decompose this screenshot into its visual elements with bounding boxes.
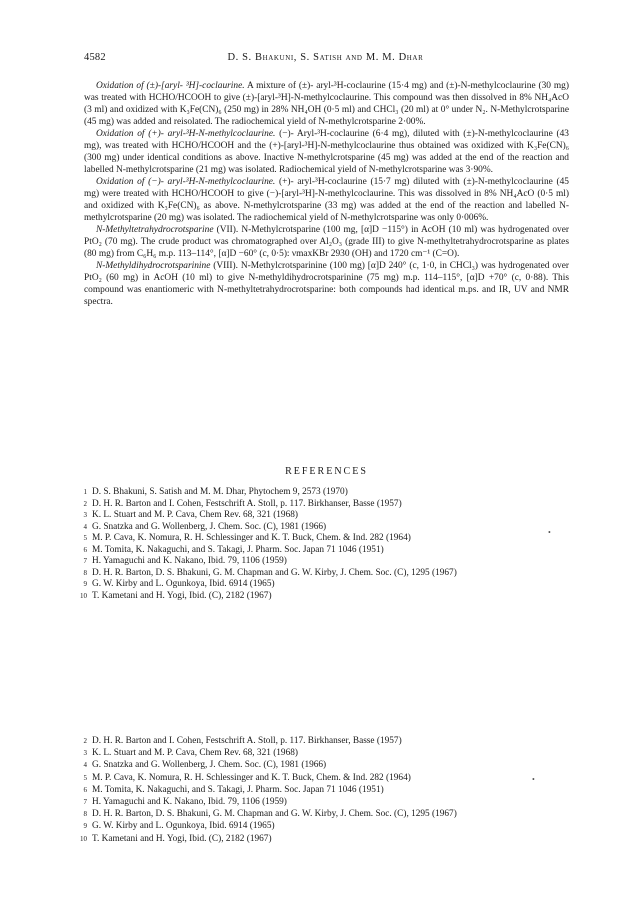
reference-text: G. W. Kirby and L. Ogunkoya, Ibid. 6914 (1965) [92,579,275,589]
reference-number: 1 [83,488,87,496]
reference-item [74,487,569,499]
paragraph-lead: Oxidation of (±)-[aryl- ³H]-coclaurine. [96,81,245,91]
reference-text: K. L. Stuart and M. P. Cava, Chem Rev. 68, 321 (1968) [92,510,298,520]
reference-item [74,747,569,759]
references-list [74,487,569,602]
reference-text: M. P. Cava, K. Nomura, R. H. Schlessinger and K. T. Buck, Chem. & Ind. 282 (1964) [92,533,411,543]
reference-item [74,556,569,568]
reference-text: G. Snatzka and G. Wollenberg, J. Chem. Soc. (C), 1981 (1966) [92,521,327,532]
reference-text: D. H. R. Barton and I. Cohen, Festschrift A. Stoll, p. 117. Birkhanser, Basse (1957) [92,736,402,746]
reference-number: 9 [83,580,87,588]
reference-number: 6 [83,785,87,794]
paragraph-oxidation-plus [84,128,569,176]
paragraph-text: (VII). N-Methylcrotsparine (100 mg, [α]D −115°) in AcOH (10 ml) was hydrogenated over PtO₂ (70 mg). The crude product was chromatographed over Al₂O₃ (grade III) to give N-methyltetrahydrocrotsparine as plates (80 mg) from C₆H₆ m.p. 113–114°, [α]D −60° (c, 0·5): νmaxKBr 2930 (OH) and 1720 cm⁻¹ (C=O). [84,225,569,259]
stray-dot-mark: • [548,528,551,537]
paragraph-lead: N-Methyldihydrocrotsparinine [96,261,211,271]
references-heading: REFERENCES [285,466,368,477]
reference-text: G. Snatzka and G. Wollenberg, J. Chem. Soc. (C), 1981 (1966) [92,760,327,771]
reference-number: 6 [83,545,87,554]
reference-number: 5 [83,534,87,542]
paragraph-text: (VIII). N-Methylcrotsparinine (100 mg) [α]D 240° (c, 1·0, in CHCl₃) was hydrogenated over PtO₂ (60 mg) in AcOH (10 ml) to give N-methyldihydrocrotsparinine (75 mg) m.p. 114–115°, [α]D +70° (c, 0·88). This compound was enantiomeric with N-methyltetrahydrocrotsparine: both compounds had identical m.ps. and IR, UV and NMR spectra. [84,261,569,307]
reference-number: 8 [83,810,87,819]
paragraph-tetrahydrocrotsparine [84,224,569,260]
reference-item [74,545,569,557]
reference-number: 10 [80,591,87,600]
reference-number: 5 [83,773,87,782]
reference-number: 4 [83,522,87,531]
reference-number: 8 [83,568,87,577]
reference-text: H. Yamaguchi and K. Nakano, Ibid. 79, 1106 (1959) [92,797,287,808]
reference-item [74,591,569,603]
running-title: D. S. Bhakuni, S. Satish and M. M. Dhar [227,52,424,63]
reference-text: M. Tomita, K. Nakaguchi, and S. Takagi, J. Pharm. Soc. Japan 71 1046 (1951) [92,784,384,795]
reference-item [74,579,569,591]
stray-dot-mark: • [532,775,535,784]
reference-item [74,522,569,534]
reference-item [74,833,569,845]
reference-number: 10 [80,834,87,843]
reference-item [74,533,569,545]
paragraph-dihydrocrotsparinine [84,260,569,308]
reference-text: G. W. Kirby and L. Ogunkoya, Ibid. 6914 (1965) [92,821,275,832]
references-list-duplicate [74,735,569,845]
reference-item [74,510,569,522]
paragraph-lead: N-Methyltetrahydrocrotsparine [96,225,214,235]
reference-text: H. Yamaguchi and K. Nakano, Ibid. 79, 1106 (1959) [92,556,287,566]
reference-number: 4 [83,761,87,770]
reference-text: D. H. R. Barton, D. S. Bhakuni, G. M. Chapman and G. W. Kirby, J. Chem. Soc. (C), 1295 (1967) [92,567,457,578]
reference-number: 3 [83,749,87,758]
paragraph-oxidation-racemic [84,80,569,128]
reference-text: D. S. Bhakuni, S. Satish and M. M. Dhar, Phytochem 9, 2573 (1970) [92,487,348,497]
page-header [84,52,569,63]
reference-text: T. Kametani and H. Yogi, Ibid. (C), 2182 (1967) [92,590,272,601]
reference-item [74,784,569,796]
experimental-section [84,80,569,308]
reference-text: M. P. Cava, K. Nomura, R. H. Schlessinger and K. T. Buck, Chem. & Ind. 282 (1964) [92,772,411,783]
reference-text: D. H. R. Barton and I. Cohen, Festschrift A. Stoll, p. 117. Birkhanser, Basse (1957) [92,498,402,509]
reference-item [74,499,569,511]
reference-text: M. Tomita, K. Nakaguchi, and S. Takagi, J. Pharm. Soc. Japan 71 1046 (1951) [92,544,384,555]
paragraph-lead: Oxidation of (+)- aryl-³H-N-methylcoclaurine. [96,129,276,139]
reference-number: 9 [83,822,87,831]
reference-item [74,772,569,784]
reference-number: 3 [83,511,87,519]
reference-number: 7 [83,557,87,565]
paragraph-oxidation-minus [84,176,569,224]
reference-item [74,735,569,747]
reference-item [74,759,569,771]
paragraph-text: (+)- aryl-³H-coclaurine (15·7 mg) diluted with (±)-N-methylcoclaurine (45 mg) were treated with HCHO/HCOOH to give (−)-[aryl-³H]-N-methylcoclaurine. This was dissolved in 8% NH₄AcO (0·5 ml) and oxidized with K₃Fe(CN)₆ as above. N-methylcrotsparine (33 mg) was added at the end of the reaction and labelled N-methylcrotsparine (20 mg) was isolated. The radiochemical yield of N-methylcrotsparine was only 0·006%. [84,177,569,223]
reference-item [74,796,569,808]
reference-number: 2 [83,499,87,508]
page-number: 4582 [84,52,106,63]
reference-number: 2 [83,737,87,745]
reference-item [74,820,569,832]
reference-item [74,808,569,820]
paragraph-lead: Oxidation of (−)- aryl-³H-N-methylcoclaurine. [96,177,276,187]
reference-text: D. H. R. Barton, D. S. Bhakuni, G. M. Chapman and G. W. Kirby, J. Chem. Soc. (C), 1295 (1967) [92,809,457,820]
reference-text: T. Kametani and H. Yogi, Ibid. (C), 2182 (1967) [92,833,272,844]
reference-number: 7 [83,798,87,807]
reference-text: K. L. Stuart and M. P. Cava, Chem Rev. 68, 321 (1968) [92,748,298,759]
paragraph-text: (−)- Aryl-³H-coclaurine (6·4 mg), diluted with (±)-N-methylcoclaurine (43 mg), was treated with HCHO/HCOOH and the (+)-[aryl-³H]-N-methylcoclaurine thus obtained was oxidized with K₃Fe(CN)₆ (300 mg) under identical conditions as above. Inactive N-methylcrotsparine (45 mg) was added at the end of the reaction and labelled N-methylcrotsparine (21 mg) was isolated. Radiochemical yield of N-methylcrotsparine was 3·90%. [84,129,569,175]
paragraph-text: A mixture of (±)- aryl-³H-coclaurine (15·4 mg) and (±)-N-methylcoclaurine (30 mg) was treated with HCHO/HCOOH to give (±)-[aryl-³H]-N-methylcoclaurine. This compound was then dissolved in 8% NH₄AcO (3 ml) and oxidized with K₃Fe(CN)₆ (250 mg) in 28% NH₄OH (0·5 ml) and CHCl₃ (20 ml) at 0° under N₂. N-Methylcrotsparine (45 mg) was added and reisolated. The radiochemical yield of N-methylcrotsparine 2·00%. [84,81,569,127]
reference-item [74,568,569,580]
